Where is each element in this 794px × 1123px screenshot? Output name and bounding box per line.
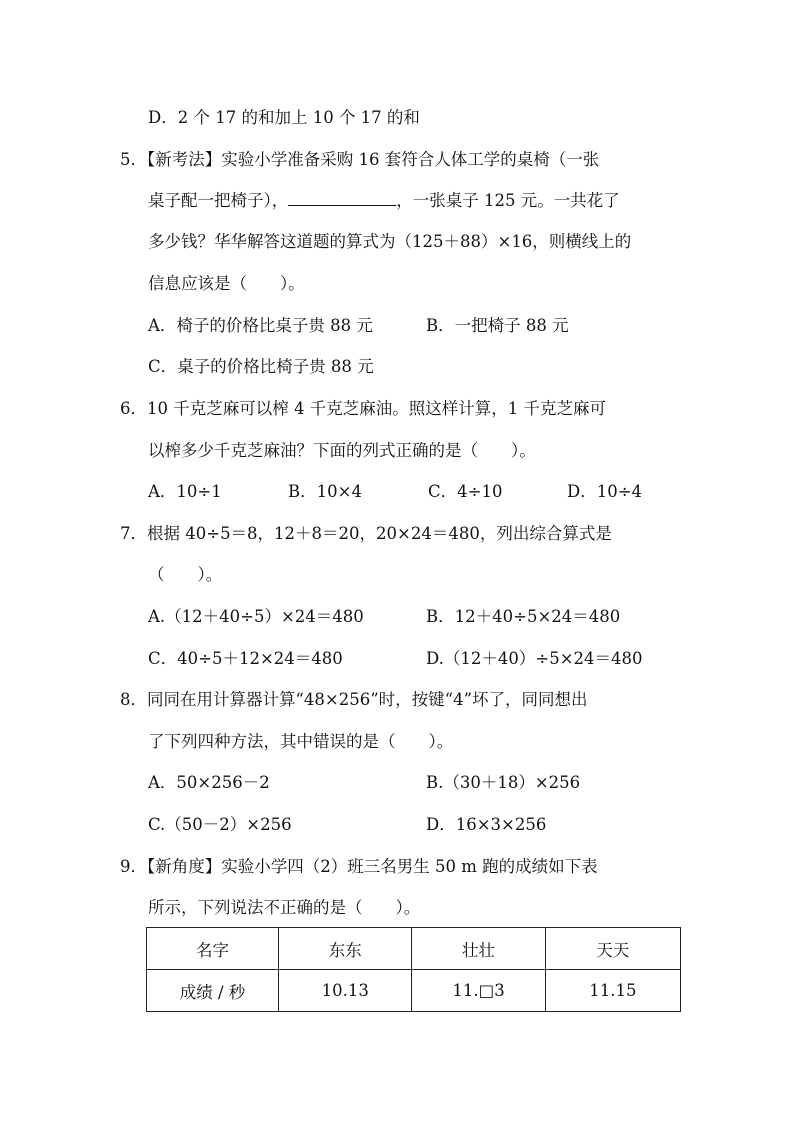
q5-stem-line2-pre: 桌子配一把椅子）， <box>148 191 289 210</box>
q7-option-b: B．12＋40÷5×24＝480 <box>426 607 621 626</box>
score-table <box>146 927 681 1012</box>
q7-stem-line1: 7．根据 40÷5＝8，12＋8＝20，20×24＝480，列出综合算式是 <box>120 524 612 543</box>
q5-option-a: A．椅子的价格比桌子贵 88 元 <box>148 316 373 335</box>
q5-stem-line4: 信息应该是（ ）。 <box>148 274 305 293</box>
q9-stem-line1: 9．【新角度】实验小学四（2）班三名男生 50 m 跑的成绩如下表 <box>120 857 598 876</box>
q6-stem-line1: 6．10 千克芝麻可以榨 4 千克芝麻油。照这样计算，1 千克芝麻可 <box>120 399 606 418</box>
q7-option-d: D.（12＋40）÷5×24＝480 <box>426 649 643 668</box>
table-cell: 10.13 <box>279 970 412 1012</box>
q5-option-b: B．一把椅子 88 元 <box>426 316 569 335</box>
q5-option-c: C．桌子的价格比椅子贵 88 元 <box>148 357 374 376</box>
q8-option-c: C.（50－2）×256 <box>148 815 292 834</box>
q9-stem-line2: 所示，下列说法不正确的是（ ）。 <box>148 898 421 917</box>
table-cell: 11.15 <box>545 970 680 1012</box>
table-header-cell: 东东 <box>279 928 412 970</box>
table-header-cell: 天天 <box>545 928 680 970</box>
q7-stem-line2: （ ）。 <box>148 565 223 584</box>
q6-option-b: B．10×4 <box>288 482 362 501</box>
q5-stem-line1: 5．【新考法】实验小学准备采购 16 套符合人体工学的桌椅（一张 <box>120 150 600 169</box>
q7-option-c: C．40÷5＋12×24＝480 <box>148 649 343 668</box>
q8-option-b: B.（30＋18）×256 <box>426 773 581 792</box>
table-cell: 11.□3 <box>412 970 545 1012</box>
q5-stem-line2-post: ，一张桌子 125 元。一共花了 <box>396 191 620 210</box>
q5-stem-line2 <box>148 190 620 212</box>
q5-stem-line3: 多少钱？华华解答这道题的算式为（125＋88）×16，则横线上的 <box>148 232 632 251</box>
table-header-cell: 壮壮 <box>412 928 545 970</box>
q8-stem-line1: 8．同同在用计算器计算“48×256”时，按键“4”坏了，同同想出 <box>120 690 588 709</box>
q6-stem-line2: 以榨多少千克芝麻油？下面的列式正确的是（ ）。 <box>148 441 536 460</box>
table-header-row <box>147 928 681 970</box>
q7-option-a: A.（12＋40÷5）×24＝480 <box>148 607 364 626</box>
q8-option-a: A．50×256－2 <box>148 773 270 792</box>
q6-option-a: A．10÷1 <box>148 482 222 501</box>
q8-stem-line2: 了下列四种方法，其中错误的是（ ）。 <box>148 732 454 751</box>
answer-blank-line <box>288 191 396 206</box>
table-header-cell: 名字 <box>147 928 279 970</box>
q6-option-d: D．10÷4 <box>567 482 643 501</box>
q4-option-d: D．2 个 17 的和加上 10 个 17 的和 <box>148 108 420 127</box>
table-row <box>147 970 681 1012</box>
q8-option-d: D．16×3×256 <box>426 815 547 834</box>
q6-option-c: C．4÷10 <box>428 482 503 501</box>
table-cell: 成绩 / 秒 <box>147 970 279 1012</box>
